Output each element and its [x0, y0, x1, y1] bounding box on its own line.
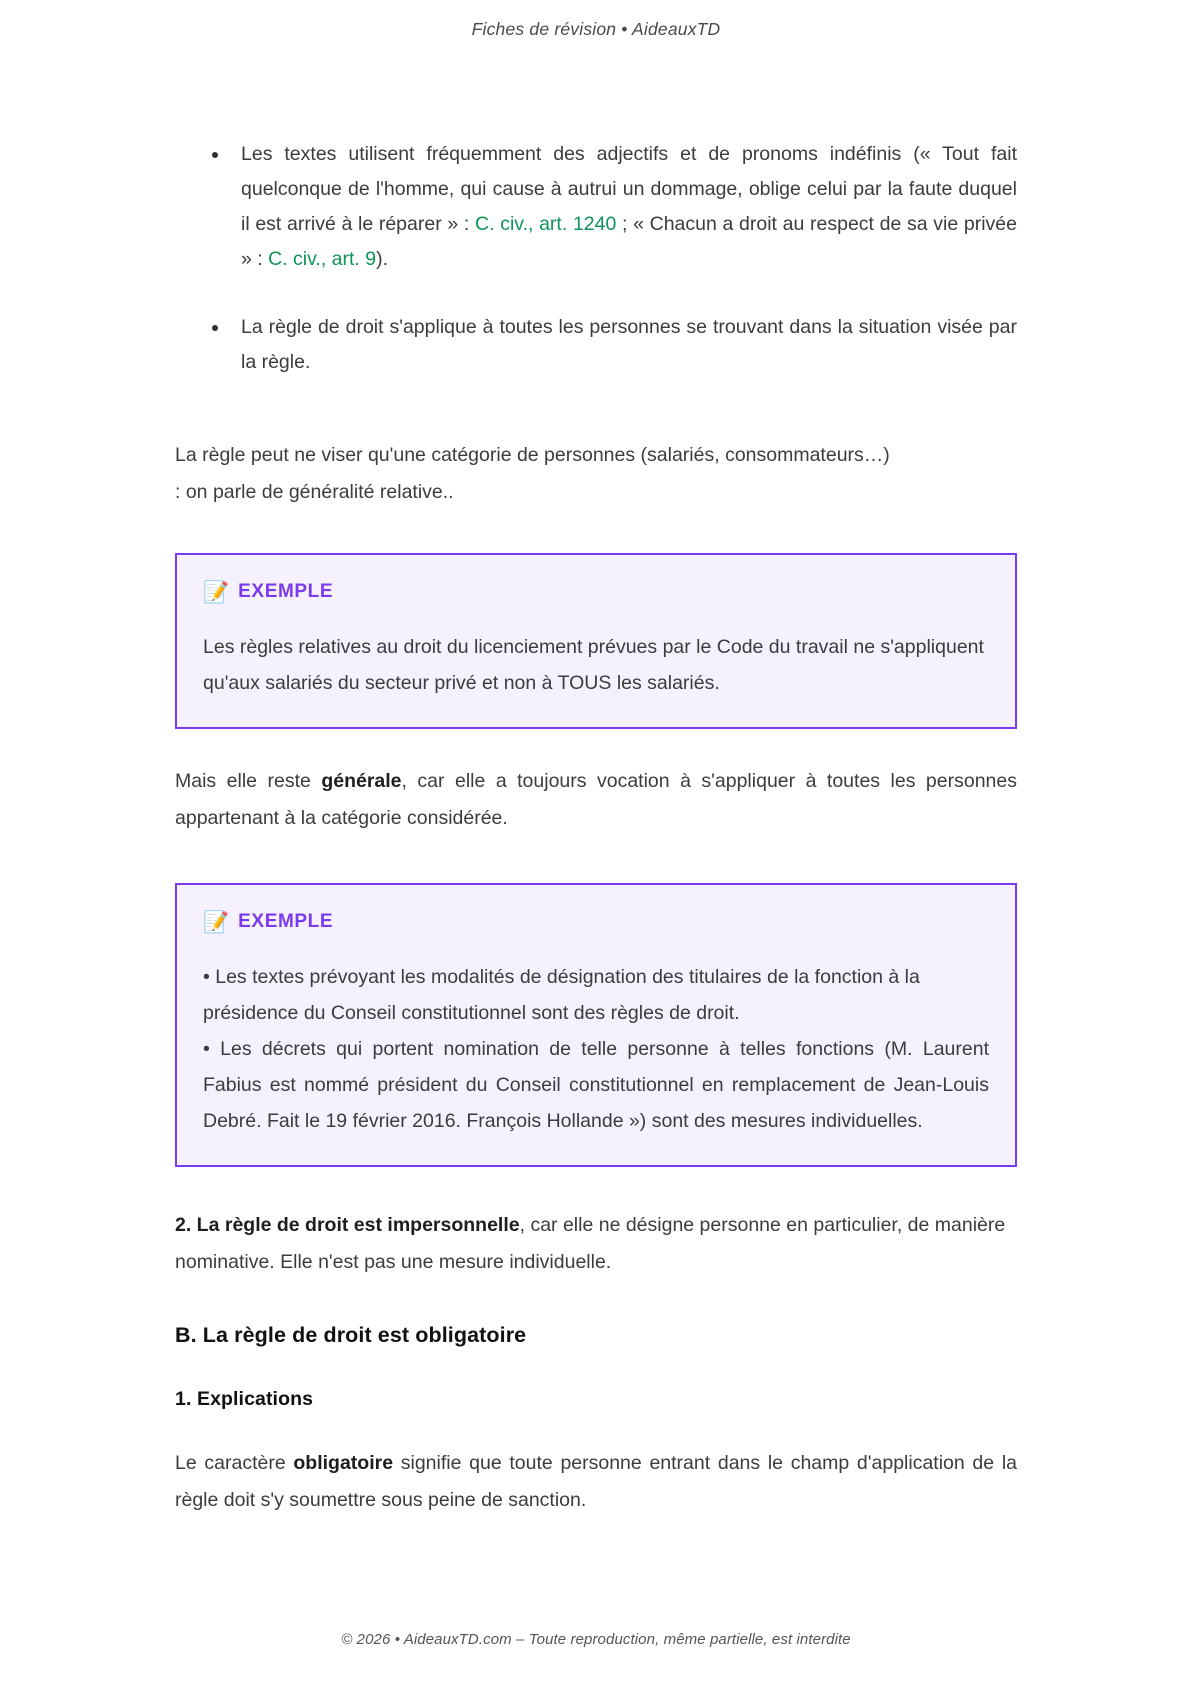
paragraph-generalite-line-2: : on parle de généralité relative.. — [175, 481, 454, 503]
paragraph-generalite — [175, 437, 1017, 511]
list-item — [175, 137, 1017, 277]
paragraph-impersonnelle — [175, 1207, 1017, 1281]
callout-header — [203, 911, 989, 933]
legal-citation: C. civ., art. 9 — [268, 248, 377, 270]
paragraph-obligatoire-bold: obligatoire — [293, 1452, 394, 1474]
list-item — [175, 310, 1017, 380]
paragraph-obligatoire — [175, 1445, 1017, 1519]
page-running-header — [0, 0, 1192, 49]
page-header-text: Fiches de révision • AideauxTD — [471, 19, 721, 39]
heading-section-b: B. La règle de droit est obligatoire — [175, 1323, 527, 1347]
page-footer-text: © 2026 • AideauxTD.com – Toute reproduction, même partielle, est interdite — [341, 1631, 851, 1648]
spacer — [175, 1348, 1017, 1388]
spacer — [175, 1167, 1017, 1207]
spacer — [175, 523, 1017, 553]
bullet-list — [175, 137, 1017, 380]
callout-body — [203, 959, 989, 1139]
paragraph-mais-generale — [175, 763, 1017, 837]
callout-example-2 — [175, 883, 1017, 1167]
bullet-1-lead: Les textes utilisent fréquemment des adjectifs et de pronoms indéfinis (« Tout fait quelconque de l'homme, qui cause à autrui un dommage, oblige celui par la faute duquel il est arrivé à le réparer » : — [241, 143, 1017, 235]
legal-citation: C. civ., art. 1240 — [475, 213, 617, 235]
paragraph-impersonnelle-bold: 2. La règle de droit est impersonnelle — [175, 1214, 520, 1236]
paragraph-obligatoire-post: signifie que toute personne entrant dans le champ d'application de la règle doit s'y soumettre sous peine de sanction. — [175, 1452, 1017, 1511]
memo-icon: 📝 — [203, 580, 230, 604]
callout-header — [203, 581, 989, 603]
paragraph-impersonnelle-rest: , car elle ne désigne personne en particulier, de manière nominative. Elle n'est pas une mesure individuelle. — [175, 1214, 1006, 1273]
paragraph-obligatoire-pre: Le caractère — [175, 1452, 294, 1474]
callout-example-1 — [175, 553, 1017, 729]
callout-body — [203, 629, 989, 701]
callout-2-item-1: • Les textes prévoyant les modalités de désignation des titulaires de la fonction à la présidence du Conseil constitutionnel sont des règles de droit. — [203, 966, 920, 1024]
page-footer — [0, 1631, 1192, 1648]
document-content — [175, 49, 1017, 1684]
spacer — [175, 849, 1017, 883]
spacer — [175, 1411, 1017, 1445]
paragraph-mais-post: , car elle a toujours vocation à s'appliquer à toutes les personnes appartenant à la catégorie considérée. — [175, 770, 1017, 829]
callout-1-text: Les règles relatives au droit du licenciement prévues par le Code du travail ne s'appliquent qu'aux salariés du secteur privé et non à TOUS les salariés. — [203, 636, 984, 694]
bullet-1-tail: ). — [376, 248, 389, 270]
spacer — [175, 729, 1017, 763]
memo-icon: 📝 — [203, 910, 230, 934]
paragraph-mais-pre: Mais elle reste — [175, 770, 322, 792]
heading-sub-1: 1. Explications — [175, 1388, 314, 1410]
bullet-1-middle: ; « Chacun a droit au respect de sa vie privée » : — [241, 213, 1017, 270]
callout-title: EXEMPLE — [238, 581, 334, 602]
bullet-2-lead: La règle de droit s'applique à toutes les personnes se trouvant dans la situation visée par la règle. — [241, 316, 1017, 373]
spacer — [175, 1293, 1017, 1323]
spacer — [175, 413, 1017, 437]
callout-title: EXEMPLE — [238, 911, 334, 932]
paragraph-generalite-line-1: La règle peut ne viser qu'une catégorie de personnes (salariés, consommateurs…) — [175, 444, 890, 466]
paragraph-mais-bold: générale — [321, 770, 402, 792]
callout-2-item-2: • Les décrets qui portent nomination de telle personne à telles fonctions (M. Laurent Fabius est nommé président du Conseil constitutionnel en remplacement de Jean-Louis Debré. Fait le 19 février 2016. François Hollande ») sont des mesures individuelles. — [203, 1038, 989, 1132]
